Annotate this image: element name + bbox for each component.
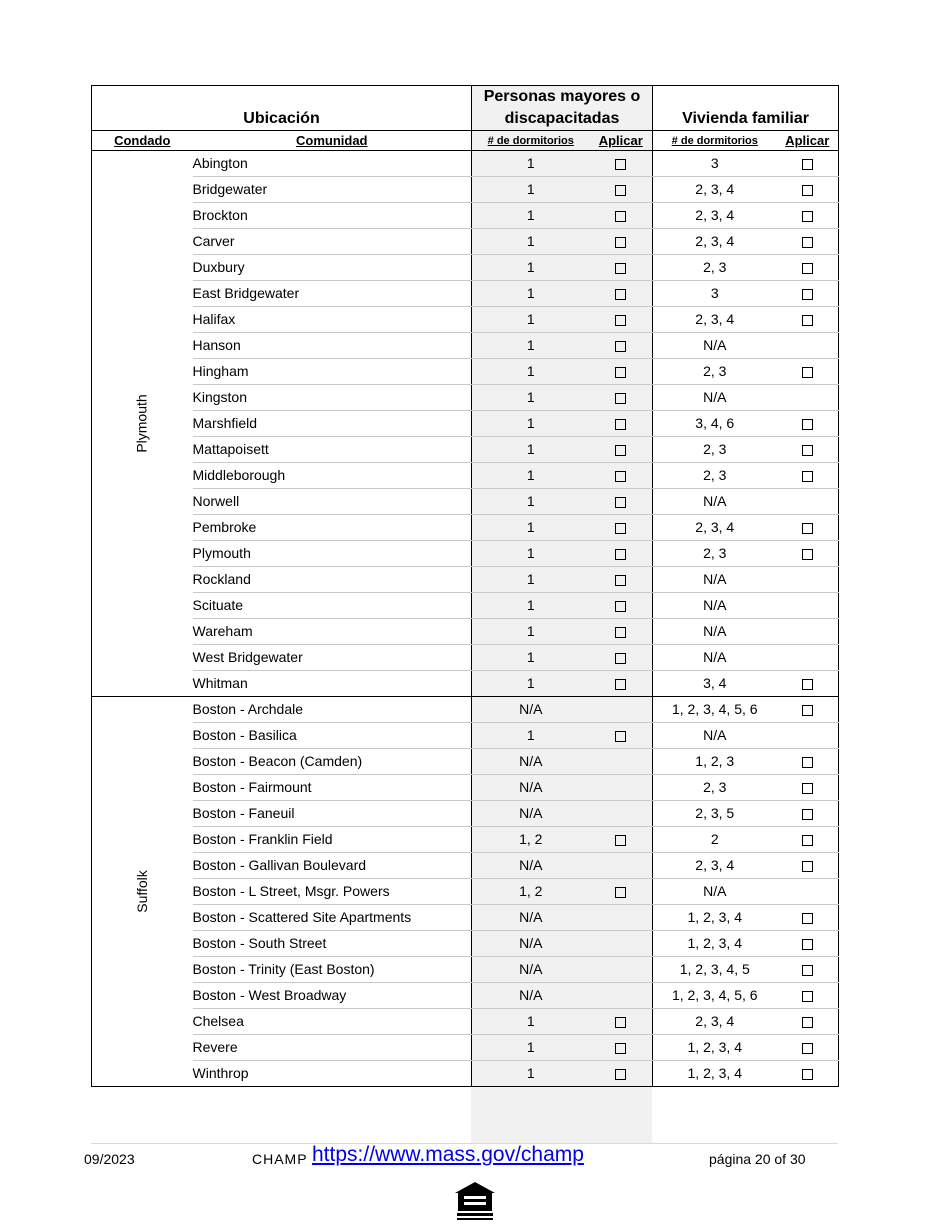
- apply-checkbox[interactable]: [802, 419, 813, 430]
- family-apply-cell: [777, 437, 839, 463]
- community-name: Boston - Basilica: [193, 723, 472, 749]
- family-bedrooms: 1, 2, 3, 4: [653, 1061, 777, 1087]
- community-name: Boston - South Street: [193, 931, 472, 957]
- apply-checkbox[interactable]: [802, 965, 813, 976]
- apply-checkbox[interactable]: [802, 705, 813, 716]
- community-name: Boston - Trinity (East Boston): [193, 957, 472, 983]
- apply-checkbox[interactable]: [802, 757, 813, 768]
- elderly-apply-cell: [590, 775, 653, 801]
- table-row: [92, 775, 839, 801]
- elderly-apply-cell: [590, 437, 653, 463]
- table-row: [92, 983, 839, 1009]
- housing-availability-table: [91, 85, 839, 1087]
- elderly-bedrooms: 1: [472, 333, 590, 359]
- table-row: [92, 1035, 839, 1061]
- apply-checkbox[interactable]: [615, 185, 626, 196]
- community-name: Middleborough: [193, 463, 472, 489]
- apply-checkbox[interactable]: [802, 471, 813, 482]
- apply-checkbox[interactable]: [802, 523, 813, 534]
- table-row: [92, 333, 839, 359]
- apply-checkbox[interactable]: [802, 263, 813, 274]
- column-shading-extension: [471, 1087, 652, 1143]
- apply-checkbox[interactable]: [802, 809, 813, 820]
- apply-checkbox[interactable]: [615, 1069, 626, 1080]
- county-cell: [92, 697, 193, 1087]
- family-bedrooms: 2: [653, 827, 777, 853]
- table-row: [92, 827, 839, 853]
- family-apply-cell: [777, 775, 839, 801]
- family-bedrooms: 1, 2, 3, 4, 5: [653, 957, 777, 983]
- family-apply-cell: [777, 671, 839, 697]
- community-name: East Bridgewater: [193, 281, 472, 307]
- elderly-apply-cell: [590, 749, 653, 775]
- family-apply-cell: [777, 801, 839, 827]
- family-apply-cell: [777, 541, 839, 567]
- elderly-apply-cell: [590, 203, 653, 229]
- elderly-bedrooms: 1: [472, 437, 590, 463]
- apply-checkbox[interactable]: [615, 549, 626, 560]
- apply-checkbox[interactable]: [615, 887, 626, 898]
- table-row: [92, 307, 839, 333]
- elderly-apply-cell: [590, 931, 653, 957]
- table-row: [92, 619, 839, 645]
- table-body: [92, 151, 839, 1087]
- family-bedrooms: 1, 2, 3, 4: [653, 931, 777, 957]
- apply-checkbox[interactable]: [802, 913, 813, 924]
- elderly-apply-cell: [590, 619, 653, 645]
- table-row: [92, 697, 839, 723]
- table-row: [92, 1009, 839, 1035]
- family-bedrooms: 3: [653, 281, 777, 307]
- header-community: Comunidad: [193, 131, 472, 151]
- family-apply-cell: [777, 1035, 839, 1061]
- family-bedrooms: 2, 3: [653, 359, 777, 385]
- elderly-apply-cell: [590, 411, 653, 437]
- family-apply-cell: [777, 905, 839, 931]
- elderly-apply-cell: [590, 255, 653, 281]
- community-name: West Bridgewater: [193, 645, 472, 671]
- apply-checkbox[interactable]: [802, 1069, 813, 1080]
- table-row: [92, 723, 839, 749]
- community-name: Boston - Archdale: [193, 697, 472, 723]
- apply-checkbox[interactable]: [615, 575, 626, 586]
- apply-checkbox[interactable]: [615, 445, 626, 456]
- elderly-bedrooms: 1: [472, 411, 590, 437]
- apply-checkbox[interactable]: [802, 159, 813, 170]
- community-name: Pembroke: [193, 515, 472, 541]
- elderly-bedrooms: 1: [472, 593, 590, 619]
- elderly-bedrooms: 1: [472, 1009, 590, 1035]
- apply-checkbox[interactable]: [802, 237, 813, 248]
- table-row: [92, 905, 839, 931]
- footer-page-number: página 20 of 30: [709, 1151, 806, 1167]
- apply-checkbox[interactable]: [615, 315, 626, 326]
- family-bedrooms: 2, 3, 4: [653, 515, 777, 541]
- elderly-apply-cell: [590, 827, 653, 853]
- apply-checkbox[interactable]: [615, 523, 626, 534]
- family-apply-cell: [777, 385, 839, 411]
- elderly-bedrooms: 1: [472, 385, 590, 411]
- elderly-apply-cell: [590, 723, 653, 749]
- family-bedrooms: 2, 3: [653, 437, 777, 463]
- community-name: Mattapoisett: [193, 437, 472, 463]
- header-elderly-apply: Aplicar: [590, 131, 653, 151]
- apply-checkbox[interactable]: [615, 627, 626, 638]
- apply-checkbox[interactable]: [615, 731, 626, 742]
- apply-checkbox[interactable]: [615, 835, 626, 846]
- elderly-apply-cell: [590, 177, 653, 203]
- family-bedrooms: 3, 4, 6: [653, 411, 777, 437]
- elderly-apply-cell: [590, 957, 653, 983]
- community-name: Duxbury: [193, 255, 472, 281]
- elderly-bedrooms: 1: [472, 255, 590, 281]
- header-location: Ubicación: [92, 86, 472, 131]
- community-name: Whitman: [193, 671, 472, 697]
- family-bedrooms: 3, 4: [653, 671, 777, 697]
- family-bedrooms: N/A: [653, 593, 777, 619]
- family-bedrooms: 1, 2, 3, 4, 5, 6: [653, 983, 777, 1009]
- table-row: [92, 879, 839, 905]
- table-row: [92, 515, 839, 541]
- apply-checkbox[interactable]: [802, 1017, 813, 1028]
- elderly-apply-cell: [590, 307, 653, 333]
- elderly-bedrooms: 1: [472, 1061, 590, 1087]
- table-row: [92, 1061, 839, 1087]
- table-row: [92, 541, 839, 567]
- table-row: [92, 593, 839, 619]
- header-family-apply: Aplicar: [777, 131, 839, 151]
- family-apply-cell: [777, 723, 839, 749]
- community-name: Abington: [193, 151, 472, 177]
- apply-checkbox[interactable]: [802, 1043, 813, 1054]
- equal-housing-opportunity-logo: [451, 1180, 499, 1222]
- family-apply-cell: [777, 879, 839, 905]
- table-row: [92, 931, 839, 957]
- apply-checkbox[interactable]: [615, 419, 626, 430]
- family-bedrooms: N/A: [653, 879, 777, 905]
- family-apply-cell: [777, 1061, 839, 1087]
- table-row: [92, 385, 839, 411]
- table-row: [92, 229, 839, 255]
- family-bedrooms: N/A: [653, 385, 777, 411]
- elderly-apply-cell: [590, 905, 653, 931]
- apply-checkbox[interactable]: [802, 835, 813, 846]
- elderly-apply-cell: [590, 385, 653, 411]
- elderly-bedrooms: N/A: [472, 905, 590, 931]
- table-row: [92, 203, 839, 229]
- family-apply-cell: [777, 177, 839, 203]
- family-apply-cell: [777, 307, 839, 333]
- elderly-bedrooms: 1: [472, 307, 590, 333]
- family-bedrooms: 1, 2, 3, 4, 5, 6: [653, 697, 777, 723]
- family-bedrooms: 1, 2, 3, 4: [653, 905, 777, 931]
- elderly-apply-cell: [590, 1061, 653, 1087]
- elderly-apply-cell: [590, 151, 653, 177]
- apply-checkbox[interactable]: [802, 679, 813, 690]
- community-name: Bridgewater: [193, 177, 472, 203]
- family-bedrooms: 1, 2, 3, 4: [653, 1035, 777, 1061]
- family-bedrooms: 2, 3, 4: [653, 203, 777, 229]
- apply-checkbox[interactable]: [615, 1043, 626, 1054]
- elderly-bedrooms: N/A: [472, 775, 590, 801]
- community-name: Boston - Faneuil: [193, 801, 472, 827]
- elderly-apply-cell: [590, 671, 653, 697]
- family-apply-cell: [777, 151, 839, 177]
- elderly-bedrooms: 1: [472, 229, 590, 255]
- family-bedrooms: 2, 3: [653, 463, 777, 489]
- family-bedrooms: 2, 3: [653, 255, 777, 281]
- family-apply-cell: [777, 489, 839, 515]
- table-row: [92, 281, 839, 307]
- elderly-bedrooms: 1: [472, 151, 590, 177]
- apply-checkbox[interactable]: [802, 939, 813, 950]
- county-cell: [92, 151, 193, 697]
- elderly-bedrooms: 1: [472, 645, 590, 671]
- family-apply-cell: [777, 957, 839, 983]
- elderly-bedrooms: N/A: [472, 931, 590, 957]
- table-row: [92, 489, 839, 515]
- apply-checkbox[interactable]: [802, 991, 813, 1002]
- elderly-bedrooms: 1: [472, 541, 590, 567]
- family-apply-cell: [777, 255, 839, 281]
- family-bedrooms: 2, 3, 4: [653, 853, 777, 879]
- family-bedrooms: 1, 2, 3: [653, 749, 777, 775]
- family-bedrooms: N/A: [653, 333, 777, 359]
- family-bedrooms: 3: [653, 151, 777, 177]
- table-row: [92, 801, 839, 827]
- family-apply-cell: [777, 697, 839, 723]
- elderly-apply-cell: [590, 1009, 653, 1035]
- community-name: Norwell: [193, 489, 472, 515]
- community-name: Boston - Gallivan Boulevard: [193, 853, 472, 879]
- elderly-bedrooms: N/A: [472, 853, 590, 879]
- apply-checkbox[interactable]: [615, 1017, 626, 1028]
- elderly-bedrooms: N/A: [472, 749, 590, 775]
- elderly-bedrooms: N/A: [472, 697, 590, 723]
- family-apply-cell: [777, 645, 839, 671]
- family-apply-cell: [777, 619, 839, 645]
- family-bedrooms: N/A: [653, 723, 777, 749]
- community-name: Boston - Scattered Site Apartments: [193, 905, 472, 931]
- community-name: Wareham: [193, 619, 472, 645]
- family-bedrooms: 2, 3: [653, 775, 777, 801]
- elderly-apply-cell: [590, 359, 653, 385]
- apply-checkbox[interactable]: [802, 445, 813, 456]
- apply-checkbox[interactable]: [615, 471, 626, 482]
- apply-checkbox[interactable]: [802, 367, 813, 378]
- apply-checkbox[interactable]: [615, 341, 626, 352]
- table-row: [92, 671, 839, 697]
- table-row: [92, 645, 839, 671]
- community-name: Rockland: [193, 567, 472, 593]
- header-county: Condado: [92, 131, 193, 151]
- elderly-bedrooms: N/A: [472, 801, 590, 827]
- elderly-apply-cell: [590, 229, 653, 255]
- header-family-housing: Vivienda familiar: [653, 86, 839, 131]
- elderly-bedrooms: 1: [472, 463, 590, 489]
- community-name: Halifax: [193, 307, 472, 333]
- apply-checkbox[interactable]: [615, 263, 626, 274]
- elderly-apply-cell: [590, 593, 653, 619]
- elderly-apply-cell: [590, 333, 653, 359]
- apply-checkbox[interactable]: [802, 211, 813, 222]
- family-apply-cell: [777, 463, 839, 489]
- family-apply-cell: [777, 983, 839, 1009]
- elderly-bedrooms: 1: [472, 619, 590, 645]
- apply-checkbox[interactable]: [802, 315, 813, 326]
- header-elderly-disabled: Personas mayores o discapacitadas: [472, 86, 653, 131]
- table-row: [92, 567, 839, 593]
- elderly-bedrooms: 1: [472, 281, 590, 307]
- family-apply-cell: [777, 203, 839, 229]
- apply-checkbox[interactable]: [615, 653, 626, 664]
- table-row: [92, 437, 839, 463]
- elderly-apply-cell: [590, 1035, 653, 1061]
- community-name: Boston - Franklin Field: [193, 827, 472, 853]
- elderly-bedrooms: N/A: [472, 957, 590, 983]
- table-row: [92, 463, 839, 489]
- elderly-bedrooms: 1: [472, 203, 590, 229]
- county-name: Suffolk: [133, 870, 150, 913]
- community-name: Boston - West Broadway: [193, 983, 472, 1009]
- family-apply-cell: [777, 593, 839, 619]
- county-name: Plymouth: [133, 394, 150, 453]
- apply-checkbox[interactable]: [802, 185, 813, 196]
- elderly-bedrooms: 1: [472, 515, 590, 541]
- elderly-apply-cell: [590, 853, 653, 879]
- apply-checkbox[interactable]: [802, 289, 813, 300]
- community-name: Revere: [193, 1035, 472, 1061]
- apply-checkbox[interactable]: [802, 783, 813, 794]
- apply-checkbox[interactable]: [615, 211, 626, 222]
- family-bedrooms: N/A: [653, 567, 777, 593]
- community-name: Boston - L Street, Msgr. Powers: [193, 879, 472, 905]
- community-name: Kingston: [193, 385, 472, 411]
- table-row: [92, 749, 839, 775]
- community-name: Scituate: [193, 593, 472, 619]
- community-name: Plymouth: [193, 541, 472, 567]
- footer-date: 09/2023: [84, 1151, 135, 1167]
- elderly-bedrooms: 1: [472, 359, 590, 385]
- elderly-apply-cell: [590, 489, 653, 515]
- table-row: [92, 177, 839, 203]
- elderly-apply-cell: [590, 697, 653, 723]
- family-bedrooms: N/A: [653, 619, 777, 645]
- elderly-apply-cell: [590, 801, 653, 827]
- family-apply-cell: [777, 853, 839, 879]
- elderly-bedrooms: 1: [472, 489, 590, 515]
- apply-checkbox[interactable]: [615, 159, 626, 170]
- community-name: Marshfield: [193, 411, 472, 437]
- elderly-apply-cell: [590, 541, 653, 567]
- footer-program: CHAMP: [252, 1151, 308, 1167]
- community-name: Hingham: [193, 359, 472, 385]
- table-row: [92, 255, 839, 281]
- champ-link[interactable]: https://www.mass.gov/champ: [312, 1143, 584, 1166]
- family-apply-cell: [777, 333, 839, 359]
- elderly-bedrooms: 1: [472, 723, 590, 749]
- elderly-apply-cell: [590, 879, 653, 905]
- elderly-bedrooms: N/A: [472, 983, 590, 1009]
- family-apply-cell: [777, 749, 839, 775]
- elderly-apply-cell: [590, 463, 653, 489]
- family-bedrooms: 2, 3, 4: [653, 307, 777, 333]
- elderly-apply-cell: [590, 515, 653, 541]
- family-apply-cell: [777, 515, 839, 541]
- elderly-apply-cell: [590, 281, 653, 307]
- family-bedrooms: 2, 3, 4: [653, 177, 777, 203]
- table-row: [92, 853, 839, 879]
- family-apply-cell: [777, 567, 839, 593]
- apply-checkbox[interactable]: [615, 601, 626, 612]
- apply-checkbox[interactable]: [615, 679, 626, 690]
- apply-checkbox[interactable]: [802, 861, 813, 872]
- community-name: Boston - Beacon (Camden): [193, 749, 472, 775]
- community-name: Boston - Fairmount: [193, 775, 472, 801]
- family-bedrooms: 2, 3: [653, 541, 777, 567]
- family-bedrooms: N/A: [653, 645, 777, 671]
- elderly-bedrooms: 1, 2: [472, 827, 590, 853]
- family-bedrooms: 2, 3, 4: [653, 1009, 777, 1035]
- family-apply-cell: [777, 411, 839, 437]
- family-apply-cell: [777, 359, 839, 385]
- community-name: Chelsea: [193, 1009, 472, 1035]
- elderly-bedrooms: 1: [472, 1035, 590, 1061]
- header-family-bedrooms: # de dormitorios: [653, 131, 777, 151]
- family-apply-cell: [777, 229, 839, 255]
- family-bedrooms: 2, 3, 4: [653, 229, 777, 255]
- table-row: [92, 411, 839, 437]
- family-apply-cell: [777, 281, 839, 307]
- elderly-bedrooms: 1: [472, 177, 590, 203]
- family-apply-cell: [777, 931, 839, 957]
- elderly-bedrooms: 1: [472, 671, 590, 697]
- family-bedrooms: 2, 3, 5: [653, 801, 777, 827]
- family-apply-cell: [777, 827, 839, 853]
- elderly-apply-cell: [590, 567, 653, 593]
- community-name: Carver: [193, 229, 472, 255]
- family-bedrooms: N/A: [653, 489, 777, 515]
- family-apply-cell: [777, 1009, 839, 1035]
- elderly-bedrooms: 1: [472, 567, 590, 593]
- community-name: Brockton: [193, 203, 472, 229]
- apply-checkbox[interactable]: [615, 393, 626, 404]
- community-name: Hanson: [193, 333, 472, 359]
- header-elderly-bedrooms: # de dormitorios: [472, 131, 590, 151]
- table-row: [92, 957, 839, 983]
- apply-checkbox[interactable]: [615, 289, 626, 300]
- elderly-apply-cell: [590, 645, 653, 671]
- apply-checkbox[interactable]: [615, 237, 626, 248]
- community-name: Winthrop: [193, 1061, 472, 1087]
- elderly-bedrooms: 1, 2: [472, 879, 590, 905]
- apply-checkbox[interactable]: [615, 497, 626, 508]
- table-row: [92, 151, 839, 177]
- table-row: [92, 359, 839, 385]
- apply-checkbox[interactable]: [802, 549, 813, 560]
- elderly-apply-cell: [590, 983, 653, 1009]
- apply-checkbox[interactable]: [615, 367, 626, 378]
